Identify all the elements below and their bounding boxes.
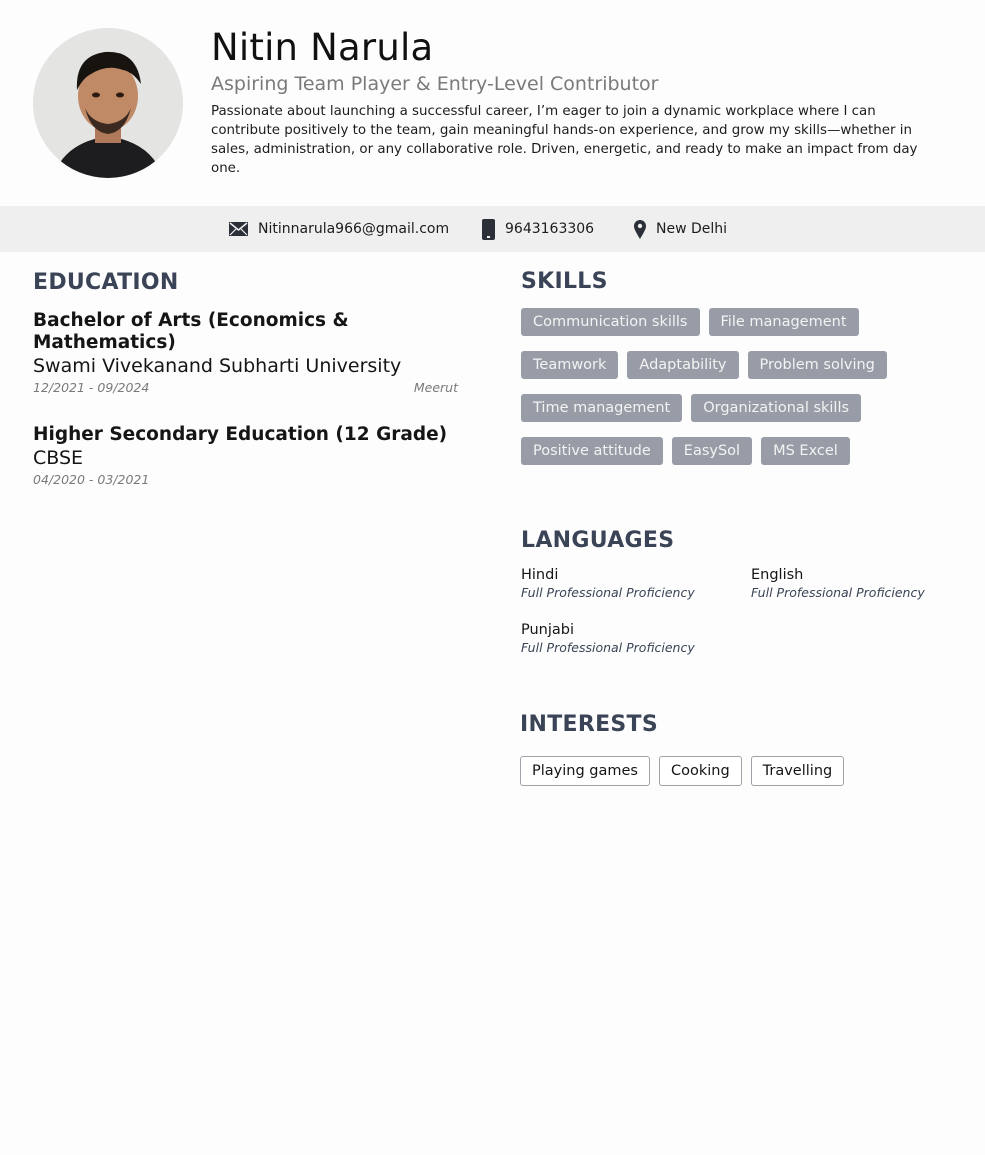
education-dates: 04/2020 - 03/2021	[33, 472, 150, 487]
education-heading: EDUCATION	[33, 270, 179, 295]
location-text: New Delhi	[656, 221, 728, 237]
skill-tag: File management	[709, 308, 859, 336]
education-degree: Higher Secondary Education (12 Grade)	[33, 424, 448, 445]
skill-tag: Adaptability	[627, 351, 738, 379]
interest-tag: Travelling	[751, 756, 845, 786]
skill-tag: Time management	[521, 394, 682, 422]
email-text: Nitinnarula966@gmail.com	[258, 221, 450, 237]
language-level: Full Professional Proficiency	[751, 585, 925, 600]
skill-tag: Positive attitude	[521, 437, 663, 465]
candidate-headline: Aspiring Team Player & Entry-Level Contributor	[211, 73, 659, 95]
contact-location	[634, 206, 727, 252]
contact-phone[interactable]	[482, 206, 594, 252]
education-meta	[33, 472, 463, 490]
education-entry	[33, 424, 463, 490]
language-item	[521, 621, 695, 657]
education-school: Swami Vivekanand Subharti University	[33, 355, 402, 377]
skill-tag: MS Excel	[761, 437, 850, 465]
profile-summary: Passionate about launching a successful career, I’m eager to join a dynamic workplace where I can contribute positively to the team, gain meaningful hands-on experience, and grow my skills—whether in sales, administration, or any collaborative role. Driven, energetic, and ready to make an impact from day one.	[211, 104, 918, 176]
language-name: Hindi	[521, 567, 559, 583]
education-entry	[33, 310, 463, 398]
skill-tag: Problem solving	[748, 351, 887, 379]
map-pin-icon	[634, 220, 646, 239]
skills-list	[521, 308, 941, 480]
skill-tag: Communication skills	[521, 308, 700, 336]
contact-email[interactable]	[229, 206, 449, 252]
language-name: Punjabi	[521, 622, 575, 638]
interest-tag: Playing games	[520, 756, 650, 786]
skill-tag: Teamwork	[521, 351, 618, 379]
languages-heading: LANGUAGES	[521, 528, 675, 553]
candidate-name: Nitin Narula	[211, 26, 434, 69]
mobile-phone-icon	[482, 219, 495, 240]
education-dates: 12/2021 - 09/2024	[33, 380, 150, 395]
profile-photo	[33, 28, 183, 178]
envelope-icon	[229, 222, 248, 236]
skill-tag: Organizational skills	[691, 394, 861, 422]
interest-tag: Cooking	[659, 756, 742, 786]
language-level: Full Professional Proficiency	[521, 640, 695, 655]
education-degree: Bachelor of Arts (Economics & Mathematics)	[33, 310, 349, 353]
phone-text: 9643163306	[505, 221, 595, 237]
language-item	[751, 566, 925, 602]
language-item	[521, 566, 695, 602]
contact-bar	[0, 206, 985, 252]
interests-list	[520, 756, 853, 786]
skills-heading: SKILLS	[521, 269, 608, 294]
interests-heading: INTERESTS	[520, 712, 658, 737]
education-location: Meerut	[413, 380, 458, 395]
language-name: English	[751, 567, 804, 583]
education-school: CBSE	[33, 447, 84, 469]
education-meta	[33, 380, 463, 398]
skill-tag: EasySol	[672, 437, 752, 465]
language-level: Full Professional Proficiency	[521, 585, 695, 600]
resume-header	[0, 0, 985, 205]
